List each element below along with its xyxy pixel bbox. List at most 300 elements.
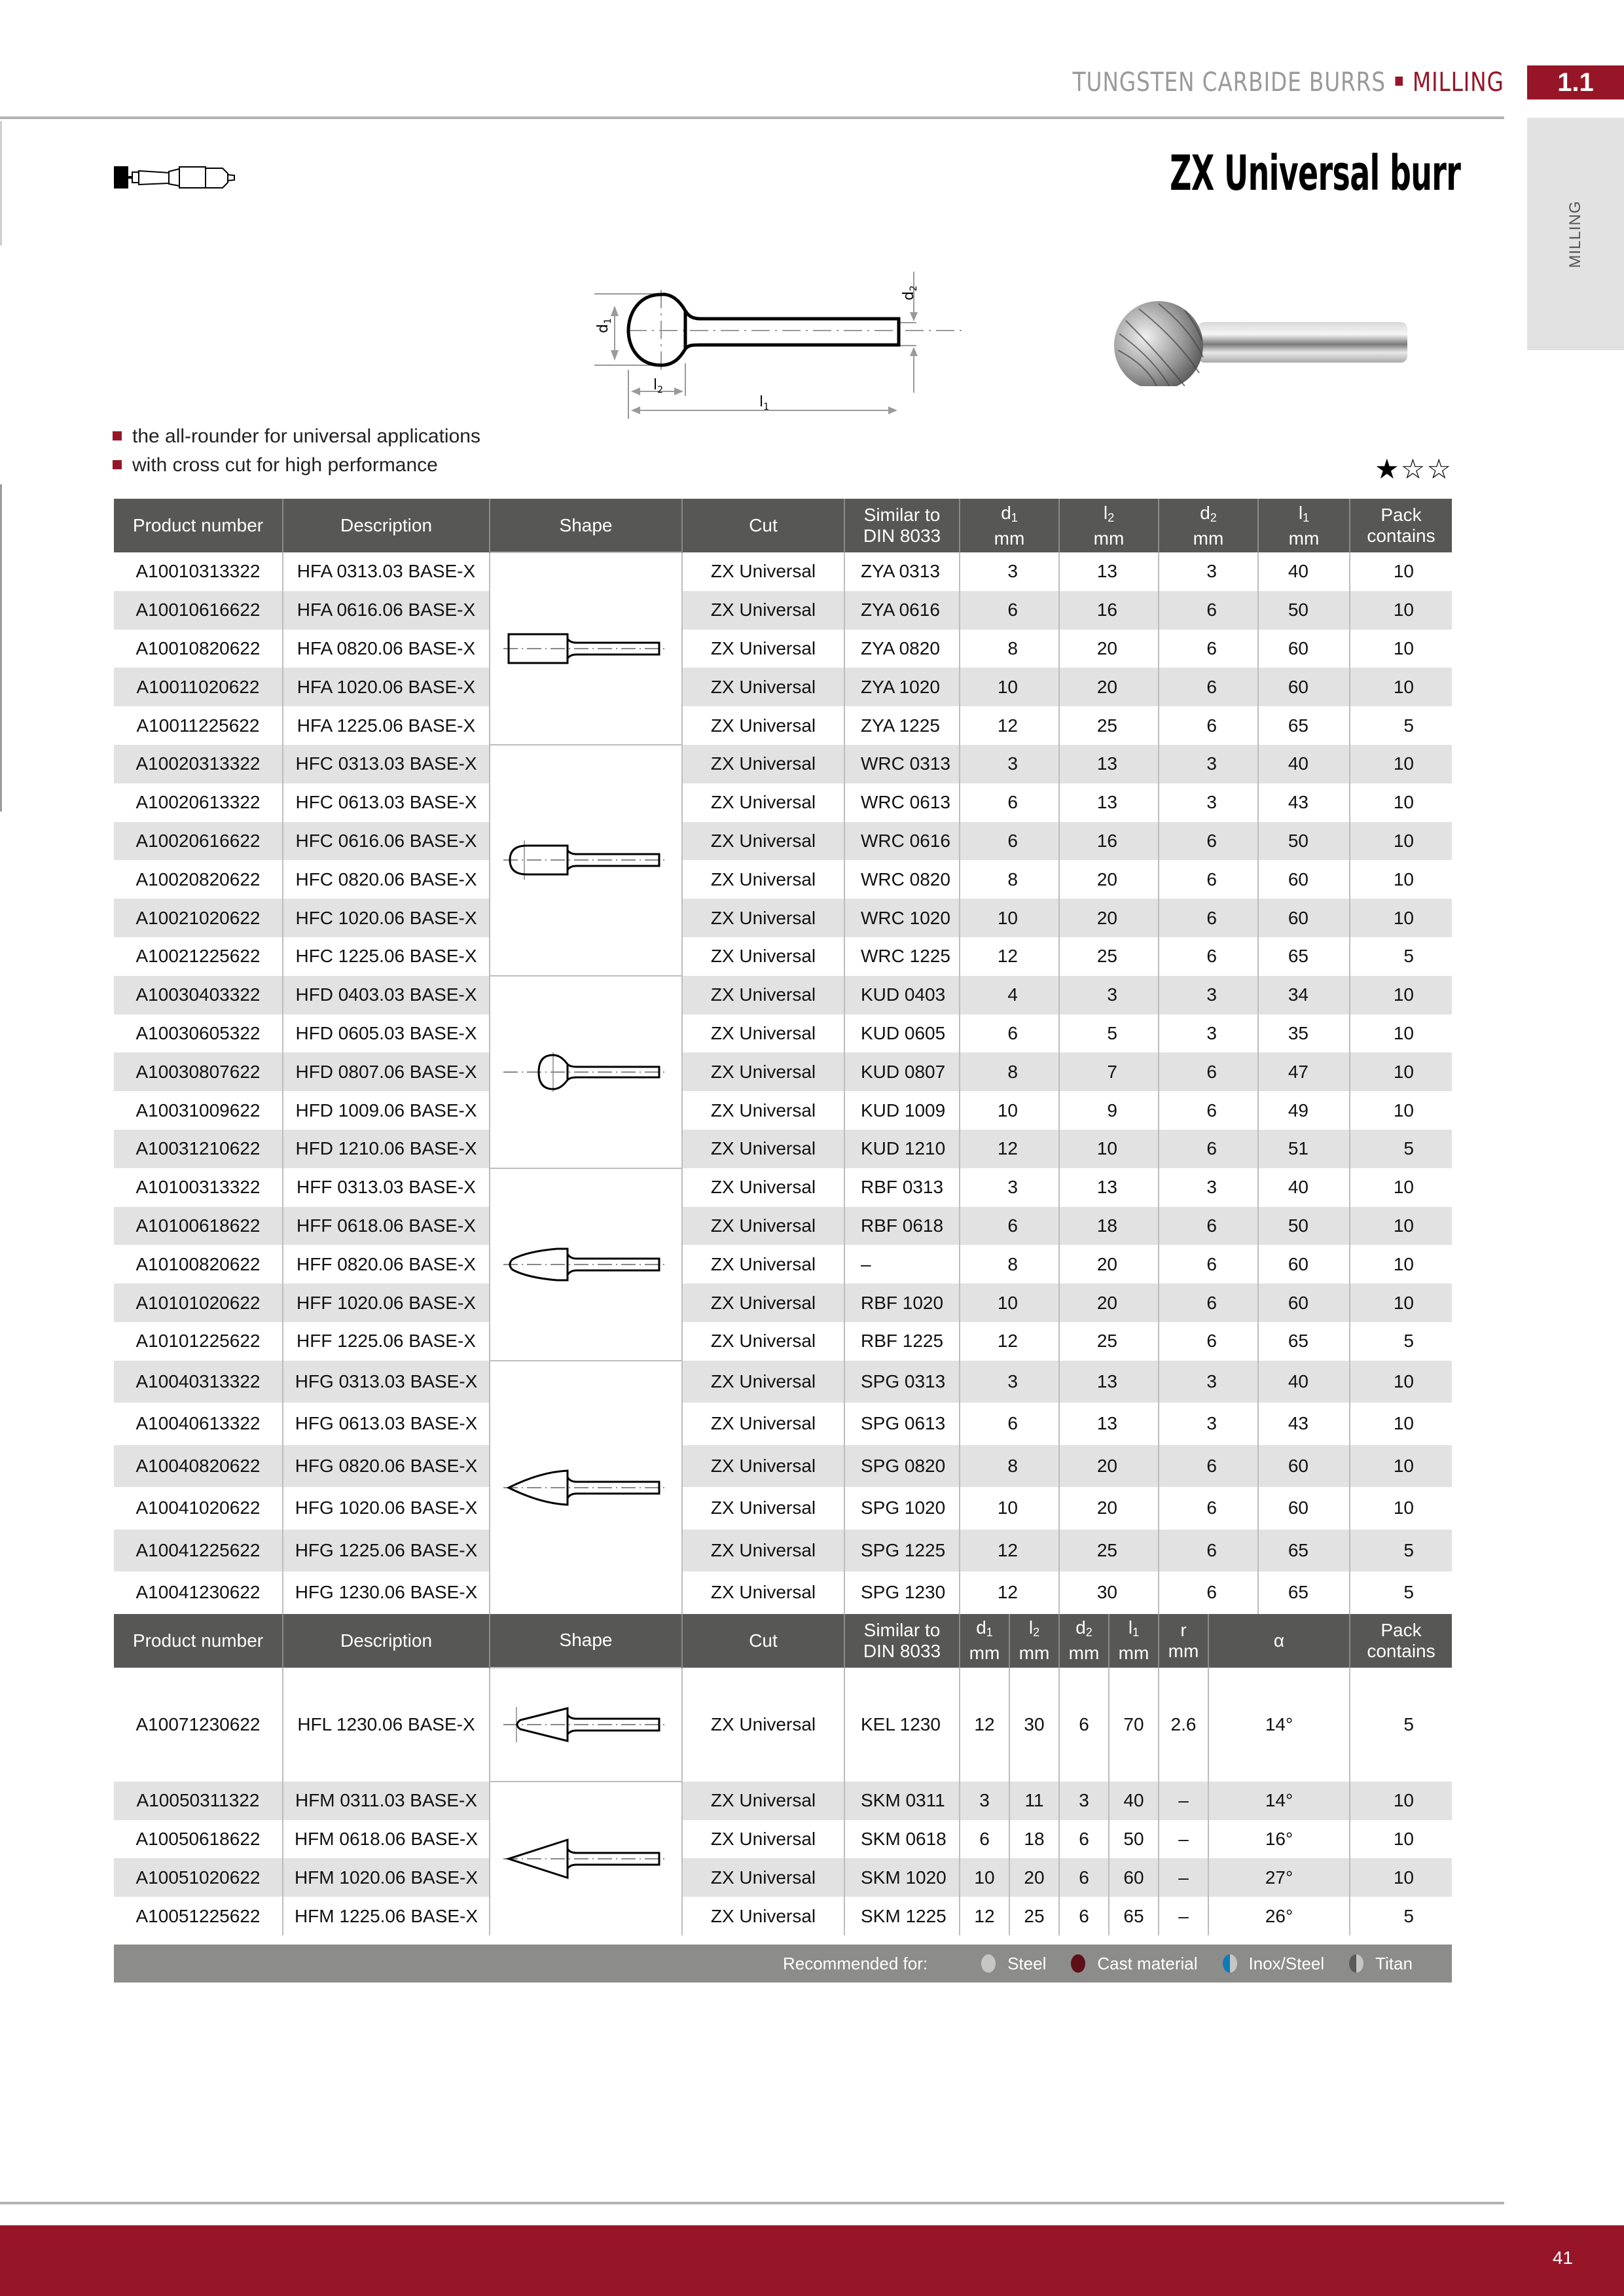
pack-quantity: 5 [1350,1530,1452,1572]
square-bullet-icon [1396,77,1403,86]
din-reference: SPG 0613 [844,1403,960,1445]
din-reference: WRC 0313 [844,745,960,783]
l1-value: 40 [1258,552,1350,591]
l1-value: 60 [1258,860,1350,899]
pack-quantity: 10 [1350,1091,1452,1130]
d1-value: 10 [960,1283,1059,1322]
l1-value: 65 [1258,1322,1350,1361]
d1-value: 10 [960,1858,1009,1897]
pack-quantity: 5 [1350,1668,1452,1782]
col-pack: Pack contains [1350,1614,1452,1668]
l1-value: 65 [1258,1571,1350,1614]
alpha-value: 27° [1208,1858,1350,1897]
pack-quantity: 10 [1350,1207,1452,1246]
cut: ZX Universal [682,1168,844,1207]
description: HFD 0807.06 BASE-X [283,1052,490,1091]
col-l1: $l_1$ mm [1109,1614,1159,1668]
l2-value: 7 [1059,1052,1159,1091]
d2-value: 6 [1159,1487,1258,1530]
l1-value: 65 [1109,1897,1159,1935]
pack-quantity: 10 [1350,783,1452,822]
legend-item-titan: Titan [1349,1954,1413,1974]
d2-value: 6 [1159,1322,1258,1361]
d1-value: 4 [960,976,1059,1014]
d2-value: 3 [1159,783,1258,822]
table-row [114,1283,1452,1322]
d1-value: 8 [960,1052,1059,1091]
d1-value: 12 [960,1530,1059,1572]
d1-value: 8 [960,1245,1059,1283]
l1-value: 50 [1258,1207,1350,1246]
d1-value: 10 [960,1091,1059,1130]
page-edge-mark [0,484,2,812]
d2-value: 6 [1159,1445,1258,1488]
d1-value: 3 [960,1782,1009,1820]
cut: ZX Universal [682,899,844,937]
col-din: Similar to DIN 8033 [844,1614,960,1668]
performance-rating: ★☆☆ [1375,454,1453,484]
l2-value: 20 [1059,668,1159,706]
col-product-number: Product number [114,499,283,552]
legend-item-cast: Cast material [1071,1954,1197,1974]
l2-value: 25 [1059,706,1159,745]
din-reference: SPG 1020 [844,1487,960,1530]
product-number: A10041020622 [135,1498,261,1518]
din-reference: SPG 0313 [844,1361,960,1403]
product-number: A10071230622 [135,1713,261,1734]
cut: ZX Universal [682,937,844,976]
product-number: A10021225622 [135,946,261,967]
col-d1: $d_1$ mm [960,1614,1009,1668]
product-number: A10051020622 [114,1858,283,1897]
page-number: 41 [1552,2248,1573,2268]
pack-quantity: 5 [1350,706,1452,745]
din-reference: SKM 0618 [844,1820,960,1859]
pack-quantity: 10 [1350,1403,1452,1445]
cut: ZX Universal [682,1897,844,1935]
l2-value: 13 [1059,552,1159,591]
col-l1: $l_1$ mm [1258,499,1350,552]
description: HFF 0313.03 BASE-X [283,1168,490,1207]
d2-value: 6 [1159,1207,1258,1246]
table-row [114,1487,1452,1530]
pack-quantity: 10 [1350,1361,1452,1403]
d2-value: 3 [1159,976,1258,1014]
side-tab-label: MILLING [1566,200,1584,268]
l2-value: 20 [1009,1858,1059,1897]
pack-quantity: 10 [1350,1782,1452,1820]
d1-value: 6 [960,1820,1009,1859]
l1-value: 50 [1109,1820,1159,1859]
d1-value: 10 [960,1487,1059,1530]
tree-radius-end-shape-icon [490,1245,681,1284]
l1-value: 60 [1258,1487,1350,1530]
table-row [114,1245,1452,1283]
product-number: A10030807622 [114,1052,283,1091]
product-number: A10041225622 [114,1530,283,1572]
cut: ZX Universal [682,1530,844,1572]
cut: ZX Universal [682,822,844,861]
steel-dot-icon [981,1954,996,1973]
pack-quantity: 10 [1350,1445,1452,1488]
l1-value: 60 [1258,668,1350,706]
din-reference: SPG 1225 [844,1530,960,1572]
product-number: A10020313322 [114,745,283,783]
alpha-value: 26° [1208,1897,1350,1935]
d1-value: 3 [960,745,1059,783]
l1-value: 43 [1258,1403,1350,1445]
page-title: ZX Universal burr [1169,145,1460,202]
l1-value: 43 [1258,783,1350,822]
d2-value: 3 [1159,745,1258,783]
l1-value: 60 [1258,1283,1350,1322]
l1-value: 60 [1258,630,1350,668]
pack-quantity: 10 [1350,630,1452,668]
table-row [114,976,1452,1014]
l2-value: 20 [1059,630,1159,668]
din-reference: SKM 0311 [844,1782,960,1820]
d1-value: 10 [960,668,1059,706]
din-reference: WRC 1020 [844,899,960,937]
description: HFC 0820.06 BASE-X [283,860,490,899]
alpha-value: 16° [1208,1820,1350,1859]
pack-quantity: 10 [1350,860,1452,899]
col-l2: $l_2$ mm [1009,1614,1059,1668]
shape-cell [490,1668,682,1782]
table-row [114,1782,1452,1820]
description: HFF 1020.06 BASE-X [283,1283,490,1322]
d2-value: 6 [1159,1283,1258,1322]
col-shape: Shape [490,1614,682,1668]
l2-value: 20 [1059,1245,1159,1283]
pack-quantity: 10 [1350,668,1452,706]
d1-value: 8 [960,860,1059,899]
col-cut: Cut [682,1614,844,1668]
d2-value: 6 [1159,706,1258,745]
l1-value: 40 [1109,1782,1159,1820]
cut: ZX Universal [682,706,844,745]
l2-value: 30 [1059,1571,1159,1614]
r-value: – [1159,1858,1208,1897]
description: HFM 1020.06 BASE-X [283,1858,490,1897]
alpha-value: 14° [1208,1782,1350,1820]
din-reference: RBF 0618 [844,1207,960,1246]
cut: ZX Universal [682,591,844,630]
product-number: A10031210622 [114,1130,283,1168]
taper-radius-end-shape-icon [490,1702,681,1748]
cut: ZX Universal [682,1571,844,1614]
din-reference: WRC 0616 [844,822,960,861]
pack-quantity: 10 [1350,1245,1452,1283]
cast-material-dot-icon [1071,1954,1085,1973]
breadcrumb-section: MILLING [1413,67,1504,98]
d2-label: $d_2$ [901,285,919,300]
pack-quantity: 10 [1350,1052,1452,1091]
description: HFM 0618.06 BASE-X [283,1820,490,1859]
cut: ZX Universal [682,1361,844,1403]
cut: ZX Universal [682,1207,844,1246]
d2-value: 6 [1159,822,1258,861]
col-r: r mm [1159,1614,1208,1668]
pack-quantity: 5 [1350,1322,1452,1361]
din-reference: RBF 1225 [844,1322,960,1361]
d1-label: $d_1$ [595,318,613,333]
shape-cell [490,1782,682,1935]
l1-value: 60 [1258,1445,1350,1488]
table-row [114,1207,1452,1246]
product-number: A10031009622 [135,1100,261,1121]
l2-value: 20 [1059,1445,1159,1488]
l1-value: 51 [1258,1130,1350,1168]
l2-value: 16 [1059,822,1159,861]
table-row [114,668,1452,706]
cut: ZX Universal [682,1245,844,1283]
din-reference: WRC 1225 [844,937,960,976]
table-row [114,591,1452,630]
d2-value: 6 [1059,1858,1109,1897]
l2-value: 20 [1059,1487,1159,1530]
d1-value: 12 [960,706,1059,745]
l2-value: 13 [1059,783,1159,822]
l2-value: 25 [1059,1322,1159,1361]
d2-value: 6 [1159,1091,1258,1130]
d1-value: 10 [960,899,1059,937]
l2-value: 13 [1059,1403,1159,1445]
product-number: A10050618622 [135,1828,261,1849]
din-reference: ZYA 1225 [844,706,960,745]
product-number: A10010313322 [135,561,261,582]
description: HFL 1230.06 BASE-X [283,1668,490,1782]
l1-value: 35 [1258,1014,1350,1053]
l2-value: 9 [1059,1091,1159,1130]
description: HFG 0820.06 BASE-X [283,1445,490,1488]
table-row [114,1445,1452,1488]
description: HFG 1230.06 BASE-X [283,1571,490,1614]
din-reference: RBF 1020 [844,1283,960,1322]
cut: ZX Universal [682,1052,844,1091]
description: HFG 1020.06 BASE-X [283,1487,490,1530]
l2-value: 11 [1009,1782,1059,1820]
cut: ZX Universal [682,1487,844,1530]
cut: ZX Universal [682,1014,844,1053]
table-row [114,745,1452,783]
feature-list [113,422,480,480]
col-product-number: Product number [114,1614,283,1668]
cut: ZX Universal [682,745,844,783]
d2-value: 6 [1159,860,1258,899]
cut: ZX Universal [682,668,844,706]
titan-dot-icon [1349,1954,1363,1973]
cut: ZX Universal [682,1782,844,1820]
din-reference: WRC 0820 [844,860,960,899]
d1-value: 8 [960,630,1059,668]
pack-quantity: 10 [1350,1283,1452,1322]
table-row [114,552,1452,591]
description: HFF 0820.06 BASE-X [283,1245,490,1283]
alpha-value: 14° [1208,1668,1350,1782]
product-number: A10020616622 [114,822,283,861]
description: HFC 0616.06 BASE-X [283,822,490,861]
product-number: A10020820622 [135,869,261,889]
l1-value: 65 [1258,937,1350,976]
description: HFD 0403.03 BASE-X [283,976,490,1014]
d2-value: 6 [1159,937,1258,976]
description: HFG 0613.03 BASE-X [283,1403,490,1445]
cut: ZX Universal [682,1091,844,1130]
description: HFA 0616.06 BASE-X [283,591,490,630]
d1-value: 12 [960,1668,1009,1782]
d2-value: 3 [1159,1168,1258,1207]
din-reference: RBF 0313 [844,1168,960,1207]
din-reference: ZYA 0313 [844,552,960,591]
legend-item-inox: Inox/Steel [1223,1954,1325,1974]
d1-value: 6 [960,1207,1059,1246]
table-header-row [114,499,1452,552]
table-row [114,783,1452,822]
cut: ZX Universal [682,1130,844,1168]
product-number: A10051225622 [135,1905,261,1926]
l1-value: 65 [1258,1530,1350,1572]
l1-value: 60 [1109,1858,1159,1897]
l1-value: 34 [1258,976,1350,1014]
d1-value: 6 [960,1014,1059,1053]
product-number: A10100618622 [114,1207,283,1246]
din-reference: SKM 1020 [844,1858,960,1897]
pack-quantity: 5 [1350,937,1452,976]
l1-value: 47 [1258,1052,1350,1091]
d2-value: 6 [1159,1130,1258,1168]
d1-value: 3 [960,1168,1059,1207]
description: HFG 0313.03 BASE-X [283,1361,490,1403]
l1-value: 65 [1258,706,1350,745]
shape-cell [490,745,682,976]
cut: ZX Universal [682,1403,844,1445]
col-din: Similar to DIN 8033 [844,499,960,552]
d2-value: 3 [1159,552,1258,591]
col-d2: $d_2$ mm [1059,1614,1109,1668]
description: HFG 1225.06 BASE-X [283,1530,490,1572]
d2-value: 6 [1159,899,1258,937]
page-header [0,65,1504,118]
die-grinder-icon [113,164,237,191]
table-row [114,1361,1452,1403]
d2-value: 6 [1159,1245,1258,1283]
d1-value: 3 [960,552,1059,591]
l2-value: 25 [1009,1897,1059,1935]
cut: ZX Universal [682,860,844,899]
din-reference: KEL 1230 [844,1668,960,1782]
product-number: A10020613322 [135,792,261,813]
description: HFA 0313.03 BASE-X [283,552,490,591]
din-reference: SKM 1225 [844,1897,960,1935]
d2-value: 6 [1159,1571,1258,1614]
table-row [114,1052,1452,1091]
pack-quantity: 5 [1350,1571,1452,1614]
din-reference: SPG 1230 [844,1571,960,1614]
ball-burr-photo [1087,295,1414,386]
din-reference: KUD 1009 [844,1091,960,1130]
l2-label: $l_2$ [653,377,664,395]
description: HFA 1020.06 BASE-X [283,668,490,706]
product-number: A10040613322 [135,1413,261,1434]
din-reference: KUD 1210 [844,1130,960,1168]
l2-value: 5 [1059,1014,1159,1053]
product-number: A10030605322 [135,1022,261,1043]
description: HFD 1210.06 BASE-X [283,1130,490,1168]
product-number: A10011225622 [136,715,260,736]
din-reference: WRC 0613 [844,783,960,822]
d2-value: 6 [1059,1820,1109,1859]
table-row [114,1820,1452,1859]
d1-value: 6 [960,822,1059,861]
table-row [114,1091,1452,1130]
l1-value: 49 [1258,1091,1350,1130]
l1-value: 60 [1258,899,1350,937]
breadcrumb-category: TUNGSTEN CARBIDE BURRS [1072,67,1386,98]
pack-quantity: 10 [1350,552,1452,591]
table-row [114,822,1452,861]
r-value: – [1159,1897,1208,1935]
l2-value: 3 [1059,976,1159,1014]
product-number: A10030403322 [114,976,283,1014]
description: HFM 1225.06 BASE-X [283,1897,490,1935]
d2-value: 3 [1159,1403,1258,1445]
shape-cell [490,1168,682,1361]
table-row [114,937,1452,976]
pack-quantity: 10 [1350,591,1452,630]
d1-value: 12 [960,937,1059,976]
table-row [114,1571,1452,1614]
l1-value: 60 [1258,1245,1350,1283]
din-reference: ZYA 0616 [844,591,960,630]
l2-value: 18 [1059,1207,1159,1246]
pack-quantity: 10 [1350,1014,1452,1053]
d1-value: 12 [960,1322,1059,1361]
din-reference: KUD 0605 [844,1014,960,1053]
description: HFC 1020.06 BASE-X [283,899,490,937]
cut: ZX Universal [682,1858,844,1897]
description: HFM 0311.03 BASE-X [283,1782,490,1820]
pack-quantity: 10 [1350,1820,1452,1859]
product-number: A10100820622 [135,1253,261,1274]
product-number: A10021020622 [114,899,283,937]
product-number: A10101225622 [135,1331,261,1352]
breadcrumb [1073,65,1504,99]
cut: ZX Universal [682,552,844,591]
description: HFA 1225.06 BASE-X [283,706,490,745]
feature-item: with cross cut for high performance [113,451,480,480]
d1-value: 12 [960,1897,1009,1935]
table-row [114,1897,1452,1935]
pack-quantity: 10 [1350,976,1452,1014]
pack-quantity: 10 [1350,1487,1452,1530]
legend-label: Recommended for: [782,1953,928,1973]
pack-quantity: 5 [1350,1897,1452,1935]
ball-shape-icon [490,1052,681,1092]
pack-quantity: 10 [1350,899,1452,937]
d2-value: 6 [1159,1530,1258,1572]
d2-value: 6 [1059,1668,1109,1782]
d2-value: 6 [1159,591,1258,630]
cut: ZX Universal [682,1445,844,1488]
technical-drawing [576,265,969,419]
col-shape: Shape [490,499,682,552]
r-value: – [1159,1820,1208,1859]
col-l2: $l_2$ mm [1059,499,1159,552]
l2-value: 25 [1059,937,1159,976]
col-pack: Pack contains [1350,499,1452,552]
col-description: Description [283,499,490,552]
